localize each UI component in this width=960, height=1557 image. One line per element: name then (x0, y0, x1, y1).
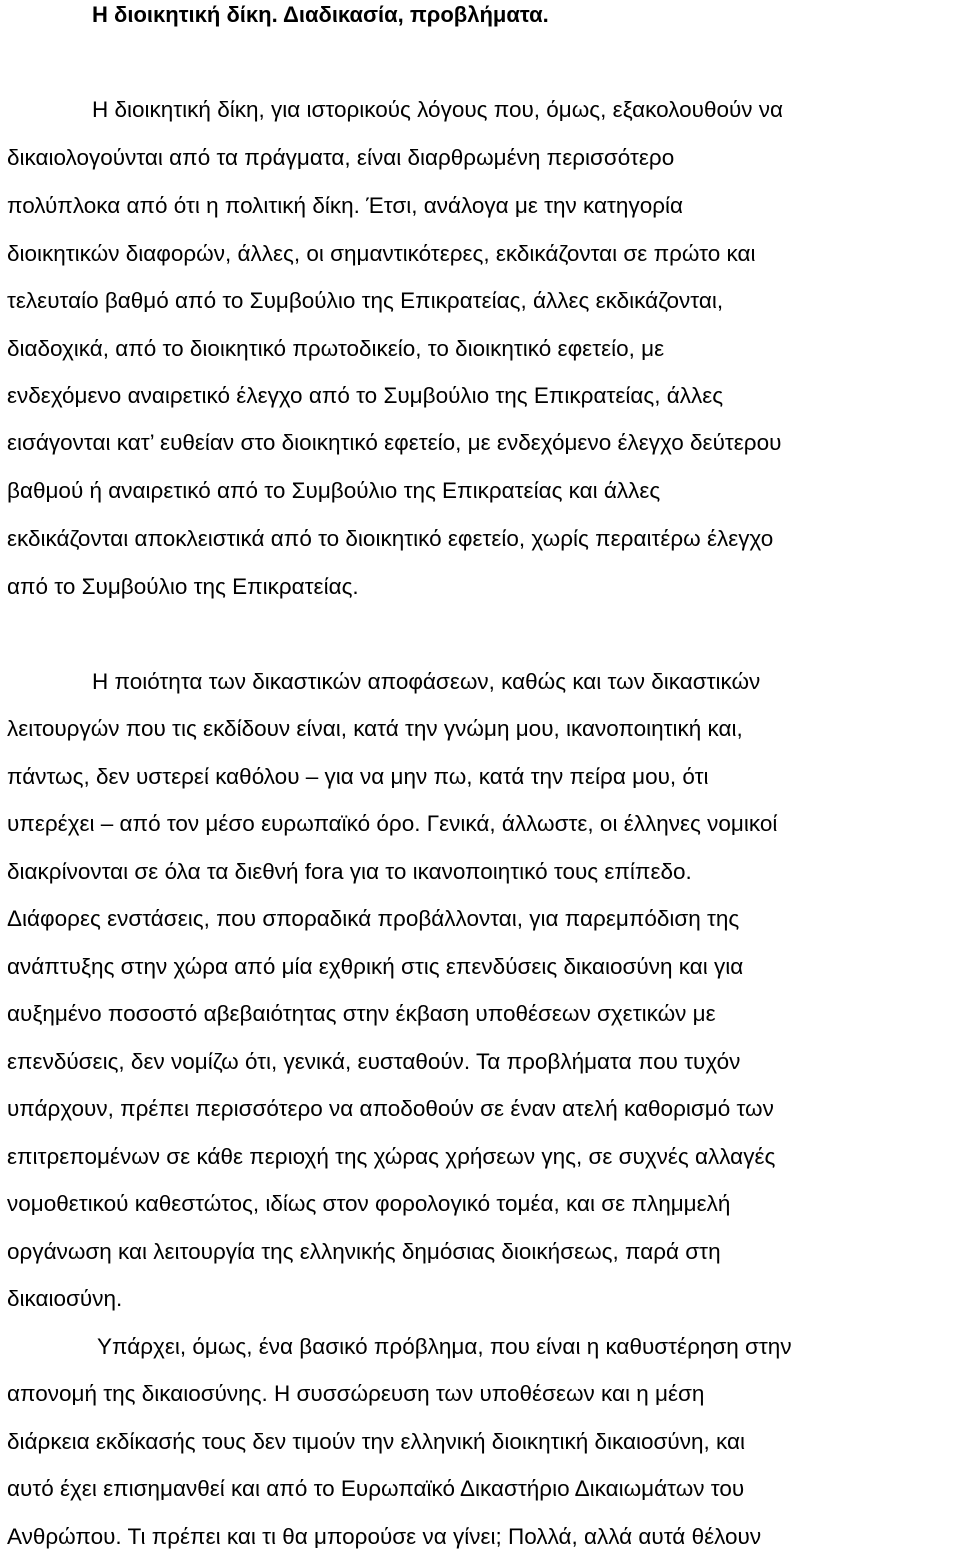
text-line: Η διοικητική δίκη, για ιστορικούς λόγους που, όμως, εξακολουθούν να (92, 97, 784, 122)
text-line: διακρίνονται σε όλα τα διεθνή fora για το ικανοποιητικό τους επίπεδο. (7, 859, 692, 884)
text-line: ενδεχόμενο αναιρετικό έλεγχο από το Συμβούλιο της Επικρατείας, άλλες (7, 383, 724, 408)
text-line: διαδοχικά, από το διοικητικό πρωτοδικείο, το διοικητικό εφετείο, με (7, 336, 665, 361)
text-line: πολύπλοκα από ότι η πολιτική δίκη. Έτσι, ανάλογα με την κατηγορία (7, 193, 684, 218)
text-line: τελευταίο βαθμό από το Συμβούλιο της Επικρατείας, άλλες εκδικάζονται, (7, 288, 724, 313)
text-line: διάρκεια εκδίκασής τους δεν τιμούν την ελληνική διοικητική δικαιοσύνη, και (7, 1429, 745, 1454)
text-line: οργάνωση και λειτουργία της ελληνικής δημόσιας διοικήσεως, παρά στη (7, 1239, 721, 1264)
text-line: Ανθρώπου. Τι πρέπει και τι θα μπορούσε να γίνει; Πολλά, αλλά αυτά θέλουν (7, 1524, 762, 1549)
text-line: δικαιοσύνη. (7, 1286, 123, 1311)
text-line: επιτρεπομένων σε κάθε περιοχή της χώρας χρήσεων γης, σε συχνές αλλαγές (7, 1144, 776, 1169)
text-line: λειτουργών που τις εκδίδουν είναι, κατά την γνώμη μου, ικανοποιητική και, (7, 716, 743, 741)
text-line: δικαιολογούνται από τα πράγματα, είναι διαρθρωμένη περισσότερο (7, 145, 675, 170)
text-line: απονομή της δικαιοσύνης. Η συσσώρευση των υποθέσεων και η μέση (7, 1381, 705, 1406)
text-line: υπάρχουν, πρέπει περισσότερο να αποδοθούν σε έναν ατελή καθορισμό των (7, 1096, 774, 1121)
text-line: νομοθετικού καθεστώτος, ιδίως στον φορολογικό τομέα, και σε πλημμελή (7, 1191, 731, 1216)
text-line: αυξημένο ποσοστό αβεβαιότητας στην έκβαση υποθέσεων σχετικών με (7, 1001, 716, 1026)
text-line: ανάπτυξης στην χώρα από μία εχθρική στις επενδύσεις δικαιοσύνη και για (7, 954, 744, 979)
text-line: υπερέχει – από τον μέσο ευρωπαϊκό όρο. Γενικά, άλλωστε, οι έλληνες νομικοί (7, 811, 778, 836)
text-line: πάντως, δεν υστερεί καθόλου – για να μην πω, κατά την πείρα μου, ότι (7, 764, 709, 789)
text-line: Διάφορες ενστάσεις, που σποραδικά προβάλλονται, για παρεμπόδιση της (7, 906, 740, 931)
text-line: βαθμού ή αναιρετικό από το Συμβούλιο της Επικρατείας και άλλες (7, 478, 661, 503)
document-title: Η διοικητική δίκη. Διαδικασία, προβλήματα. (92, 2, 549, 27)
text-line: από το Συμβούλιο της Επικρατείας. (7, 574, 359, 599)
text-line: επενδύσεις, δεν νομίζω ότι, γενικά, ευσταθούν. Τα προβλήματα που τυχόν (7, 1049, 741, 1074)
text-line: Υπάρχει, όμως, ένα βασικό πρόβλημα, που είναι η καθυστέρηση στην (97, 1334, 792, 1359)
text-line: Η ποιότητα των δικαστικών αποφάσεων, καθώς και των δικαστικών (92, 669, 761, 694)
text-line: εκδικάζονται αποκλειστικά από το διοικητικό εφετείο, χωρίς περαιτέρω έλεγχο (7, 526, 774, 551)
text-line: εισάγονται κατ’ ευθείαν στο διοικητικό εφετείο, με ενδεχόμενο έλεγχο δεύτερου (7, 430, 782, 455)
text-line: διοικητικών διαφορών, άλλες, οι σημαντικότερες, εκδικάζονται σε πρώτο και (7, 241, 756, 266)
text-line: αυτό έχει επισημανθεί και από το Ευρωπαϊκό Δικαστήριο Δικαιωμάτων του (7, 1476, 745, 1501)
